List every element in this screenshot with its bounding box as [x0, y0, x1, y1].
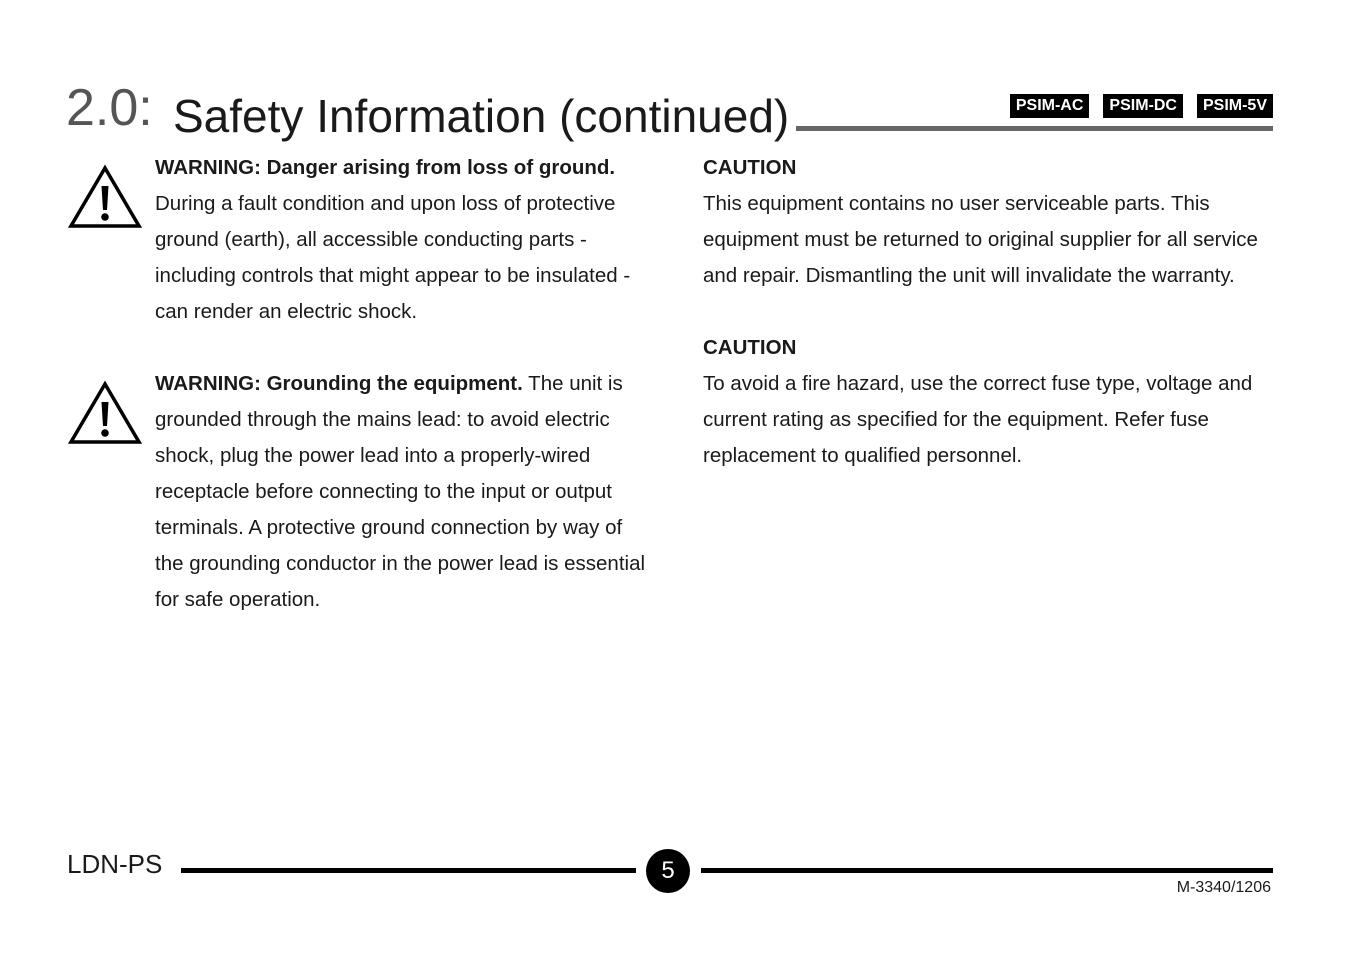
footer-rule-left — [181, 868, 636, 873]
document-code: M-3340/1206 — [1176, 879, 1271, 896]
header-rule — [796, 126, 1273, 131]
warning-body: The unit is grounded through the mains lead: to avoid electric shock, plug the power lead into a properly-wired receptacle before connecting to the input or output terminals. A protective ground connection by way of the grounding conductor in the power lead is essential for safe operation. — [155, 372, 646, 611]
caution-body: To avoid a fire hazard, use the correct fuse type, voltage and current rating as specified for the equipment. Refer fuse replacement to qualified personnel. — [703, 372, 1253, 467]
caution-body: This equipment contains no user serviceable parts. This equipment must be returned to original supplier for all service and repair. Dismantling the unit will invalidate the warranty. — [703, 192, 1258, 287]
caution-block — [703, 330, 1283, 474]
badge-psim-5v: PSIM-5V — [1197, 94, 1273, 118]
footer-product-name: LDN-PS — [67, 849, 163, 879]
warning-block — [66, 366, 646, 618]
badge-psim-dc: PSIM-DC — [1103, 94, 1183, 118]
warning-text — [155, 150, 646, 330]
model-badges — [1010, 94, 1273, 118]
warning-text — [155, 366, 646, 618]
caution-heading: CAUTION — [703, 156, 797, 179]
warning-heading: WARNING: Grounding the equipment. — [155, 372, 523, 395]
page-title: Safety Information (continued) — [173, 90, 790, 142]
footer-rule-right — [701, 868, 1273, 873]
warning-triangle-icon — [68, 164, 142, 230]
warning-block — [66, 150, 646, 330]
page-number: 5 — [646, 849, 690, 893]
section-number: 2.0: — [66, 79, 153, 137]
badge-psim-ac: PSIM-AC — [1010, 94, 1090, 118]
page-header — [66, 80, 1273, 140]
warning-body: During a fault condition and upon loss of protective ground (earth), all accessible conducting parts - including controls that might appear to be insulated - can render an electric shock. — [155, 192, 631, 323]
caution-heading: CAUTION — [703, 336, 797, 359]
warnings-column — [66, 150, 646, 618]
warning-heading: WARNING: Danger arising from loss of ground. — [155, 156, 616, 179]
cautions-column — [703, 150, 1283, 474]
warning-triangle-icon — [68, 380, 142, 446]
caution-block — [703, 150, 1283, 294]
